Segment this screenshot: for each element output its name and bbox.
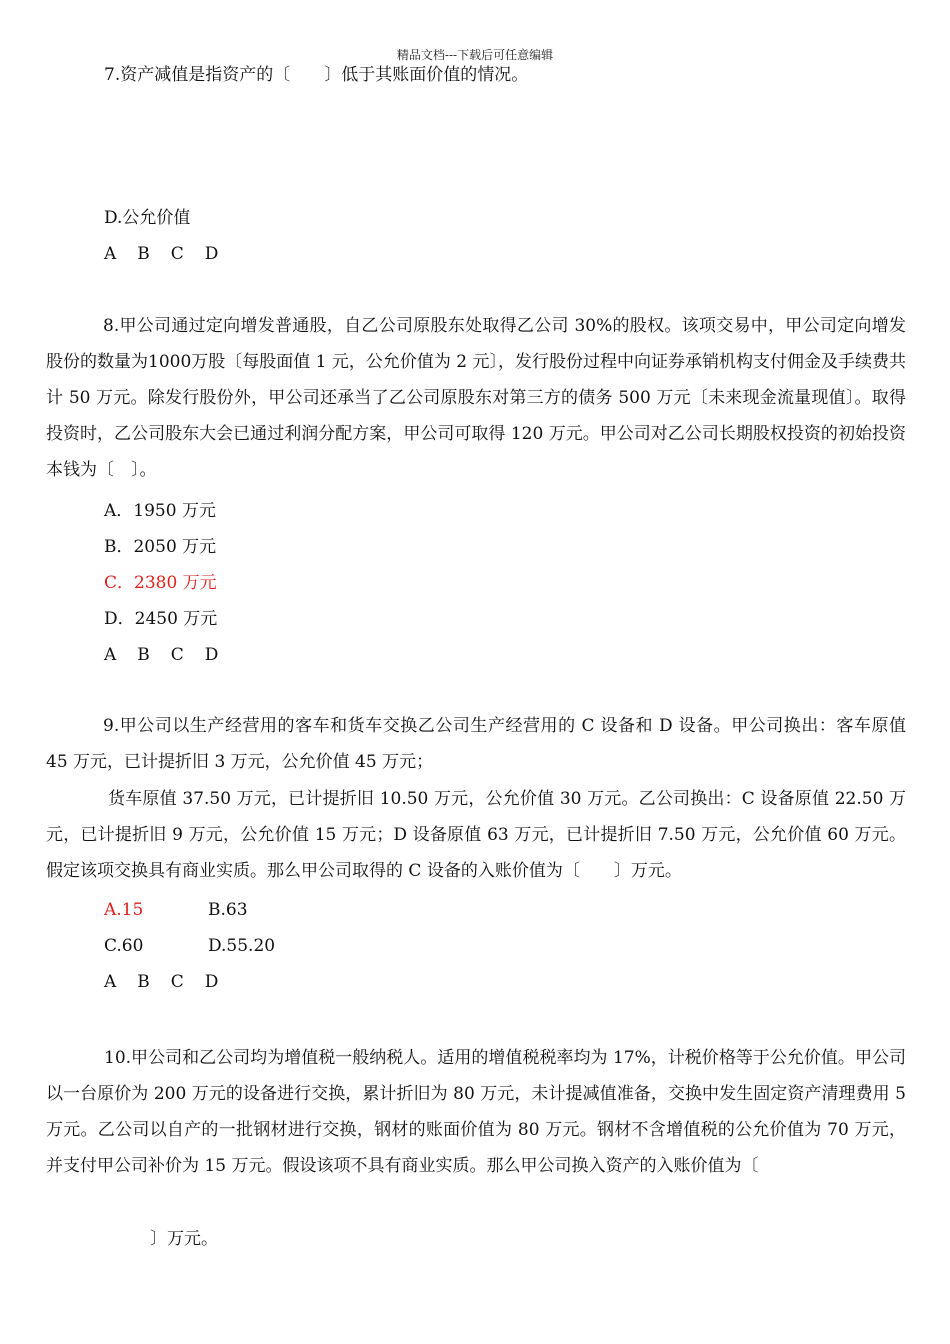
q9-option-d: D.55.20 [208,936,276,956]
q8-answer-choices: A B C D [104,645,221,665]
q9-option-c: C.60 [104,936,144,956]
q9-answer-choices: A B C D [104,972,221,992]
q7-option-d: D.公允价值 [104,208,191,228]
page-header: 精品文档---下载后可任意编辑 [396,48,554,62]
q9-stem-part1: 9.甲公司以生产经营用的客车和货车交换乙公司生产经营用的 C 设备和 D 设备。甲公司换出：客车原值 45 万元，已计提折旧 3 万元，公允价值 45 万元； [46,716,906,772]
q9-option-a-highlighted: A.15 [104,900,144,920]
q8-stem: 8.甲公司通过定向增发普通股，自乙公司原股东处取得乙公司 30%的股权。该项交易中，甲公司定向增发股份的数量为1000万股〔每股面值 1 元，公允价值为 2 元〕，发行股份过程中向证券承销机构支付佣金及手续费共计 50 万元。除发行股份外，甲公司还承当了乙公司原股东对第三方的债务 500 万元〔未来现金流量现值〕。取得投资时，乙公司股东大会已通过利润分配方案，甲公司可取得 120 万元。甲公司对乙公司长期股权投资的初始投资本钱为〔 〕。 [46,316,907,480]
q9-stem-part2: 货车原值 37.50 万元，已计提折旧 10.50 万元，公允价值 30 万元。乙公司换出：C 设备原值 22.50 万元，已计提折旧 9 万元，公允价值 15 万元；D 设备原值 63 万元，已计提折旧 7.50 万元，公允价值 60 万元。假定该项交换具有商业实质。那么甲公司取得的 C 设备的入账价值为〔 〕万元。 [46,789,906,881]
q8-option-c-highlighted: C．2380 万元 [104,573,217,593]
q10-stem: 10.甲公司和乙公司均为增值税一般纳税人。适用的增值税税率均为 17%，计税价格等于公允价值。甲公司以一台原价为 200 万元的设备进行交换，累计折旧为 80 万元，未计提减值准备，交换中发生固定资产清理费用 5 万元。乙公司以自产的一批钢材进行交换，钢材的账面价值为 80 万元。钢材不含增值税的公允价值为 70 万元，并支付甲公司补价为 15 万元。假设该项不具有商业实质。那么甲公司换入资产的入账价值为〔 [46,1048,906,1176]
q7-stem: 7.资产减值是指资产的〔 〕低于其账面价值的情况。 [104,65,529,85]
q8-option-d: D．2450 万元 [104,609,218,629]
q8-option-a: A．1950 万元 [104,501,216,521]
q7-answer-choices: A B C D [104,244,221,264]
q8-option-b: B．2050 万元 [104,537,217,557]
q10-stem-tail: 〕万元。 [150,1229,218,1249]
q9-option-b: B.63 [208,900,248,920]
